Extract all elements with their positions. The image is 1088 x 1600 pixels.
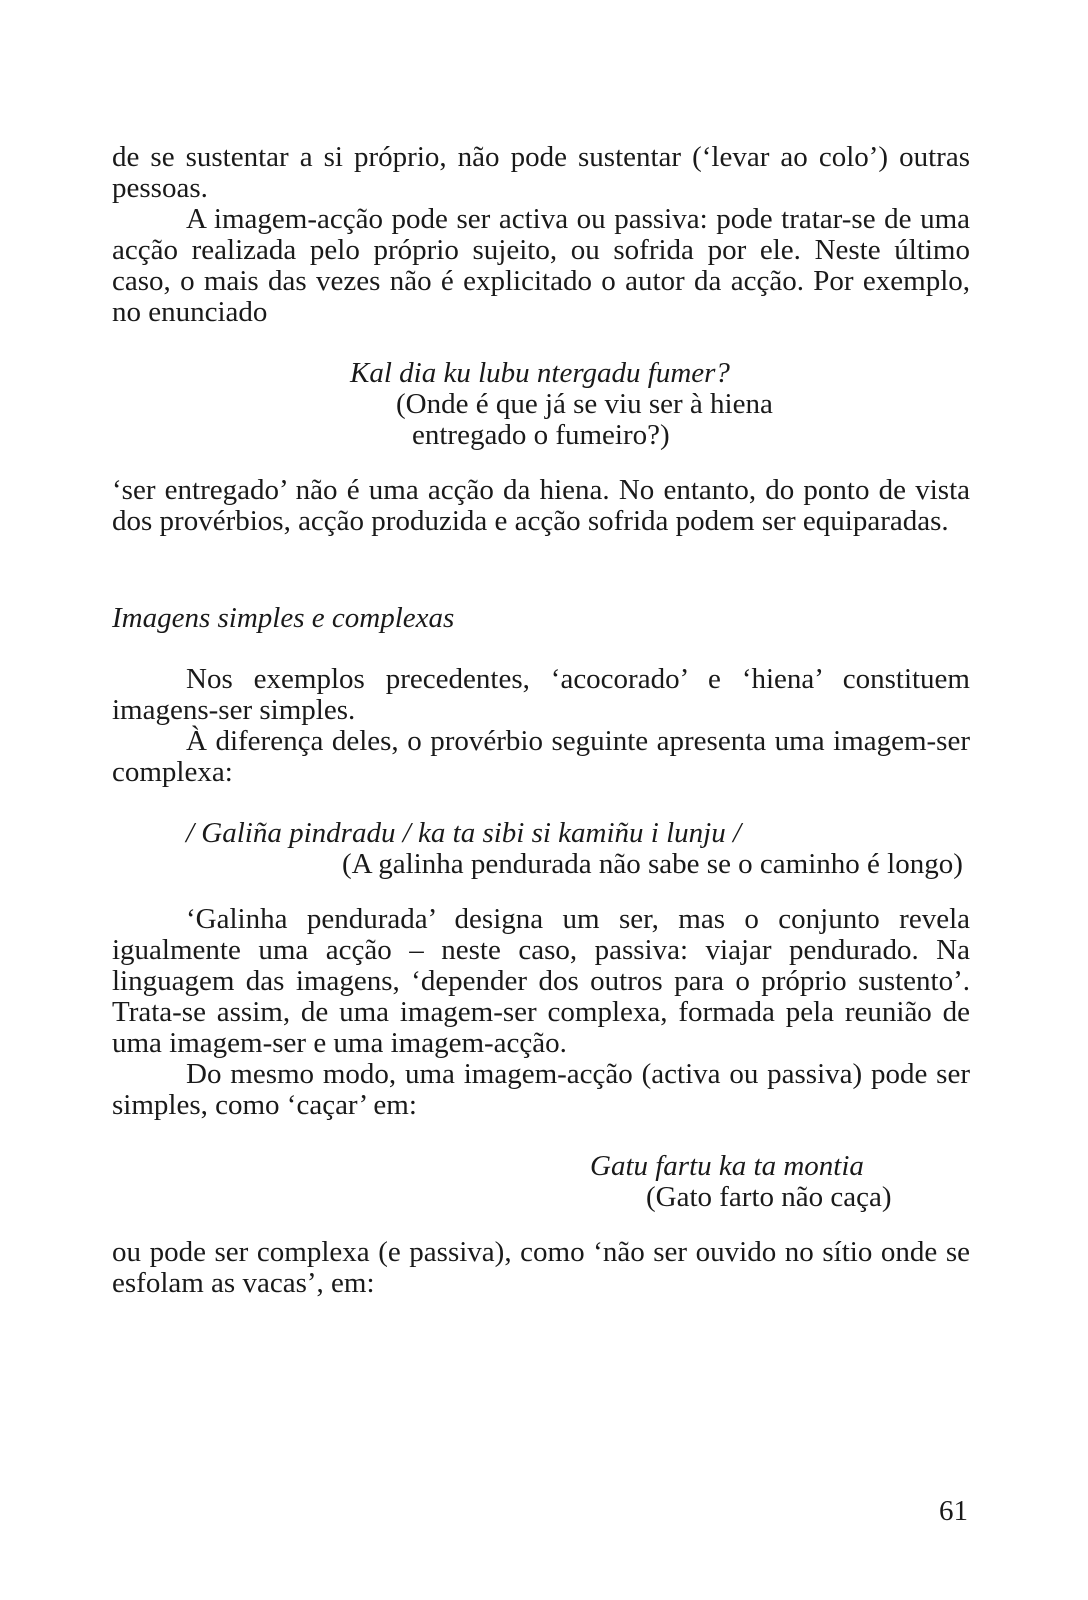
proverb-quote-2 bbox=[112, 818, 970, 880]
section-heading: Imagens simples e complexas bbox=[112, 602, 455, 634]
proverb-translation: (Onde é que já se viu ser à hiena bbox=[396, 388, 773, 420]
proverb-translation: (Gato farto não caça) bbox=[646, 1181, 892, 1213]
proverb-quote-1 bbox=[112, 358, 970, 451]
paragraph-5: À diferença deles, o provérbio seguinte apresenta uma imagem-ser complexa: bbox=[112, 725, 970, 788]
proverb-translation: entregado o fumeiro?) bbox=[412, 419, 670, 451]
paragraph-2: A imagem-acção pode ser activa ou passiva: pode tratar-se de uma acção realizada pelo próprio sujeito, ou sofrida por ele. Neste último caso, o mais das vezes não é explicitado o autor da acção. Por exemplo, no enunciado bbox=[112, 203, 970, 328]
proverb-translation: (A galinha pendurada não sabe se o caminho é longo) bbox=[342, 848, 963, 880]
proverb-quote-3 bbox=[112, 1151, 970, 1213]
paragraph-8: ou pode ser complexa (e passiva), como ‘não ser ouvido no sítio onde se esfolam as vacas’, em: bbox=[112, 1236, 970, 1299]
paragraph-6: ‘Galinha pendurada’ designa um ser, mas o conjunto revela igualmente uma acção – neste caso, passiva: viajar pendurado. Na linguagem das imagens, ‘depender dos outros para o próprio sustento’. Trata-se assim, de uma imagem-ser complexa, formada pela reunião de uma imagem-ser e uma imagem-acção. bbox=[112, 903, 970, 1059]
proverb-original: Gatu fartu ka ta montia bbox=[590, 1150, 864, 1182]
paragraph-1: de se sustentar a si próprio, não pode sustentar (‘levar ao colo’) outras pessoas. bbox=[112, 141, 970, 204]
proverb-original: / Galiña pindradu / ka ta sibi si kamiñu i lunju / bbox=[186, 817, 742, 849]
paragraph-7: Do mesmo modo, uma imagem-acção (activa ou passiva) pode ser simples, como ‘caçar’ em: bbox=[112, 1058, 970, 1121]
page-number: 61 bbox=[939, 1495, 968, 1527]
paragraph-4: Nos exemplos precedentes, ‘acocorado’ e ‘hiena’ constituem imagens-ser simples. bbox=[112, 663, 970, 726]
proverb-original: Kal dia ku lubu ntergadu fumer? bbox=[350, 357, 730, 389]
page-body bbox=[112, 142, 970, 1299]
paragraph-3: ‘ser entregado’ não é uma acção da hiena. No entanto, do ponto de vista dos provérbios, acção produzida e acção sofrida podem ser equiparadas. bbox=[112, 474, 970, 537]
